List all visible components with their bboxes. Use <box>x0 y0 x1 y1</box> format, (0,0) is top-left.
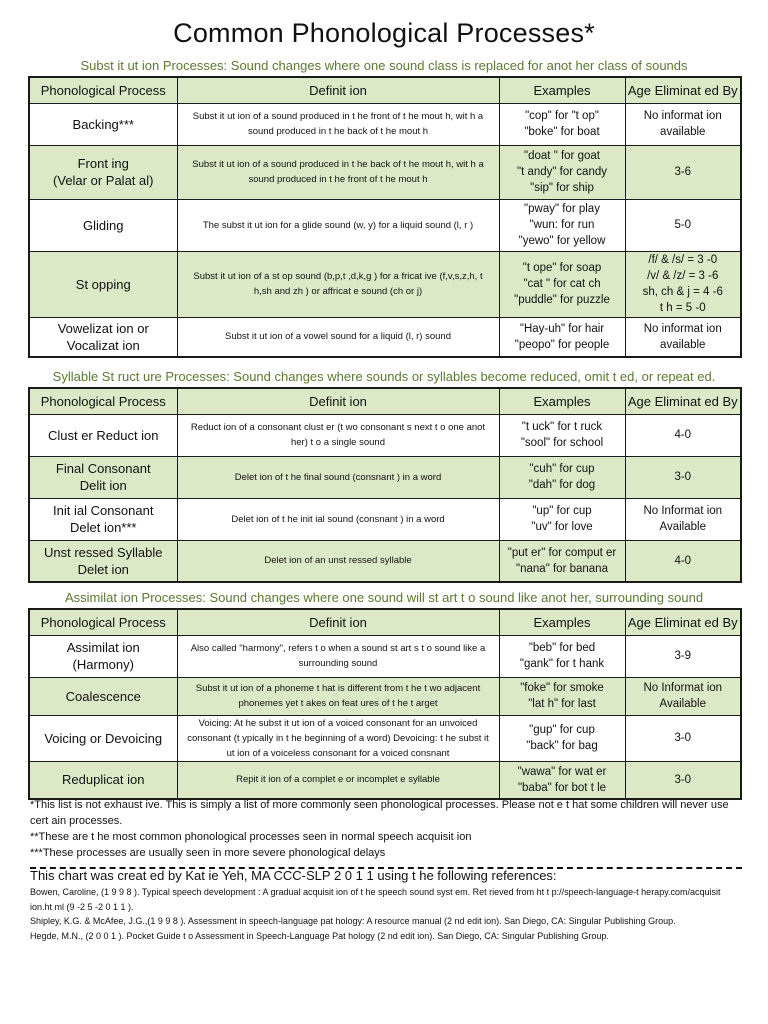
process-name: Delit ion <box>79 478 127 493</box>
examples-cell <box>499 145 625 199</box>
example-text: "up" for cup <box>532 505 592 517</box>
created-by: This chart was creat ed by Kat ie Yeh, MA CCC-SLP 2 0 1 1 using t he following references: <box>30 868 557 883</box>
definition-cell: Subst it ut ion of a sound produced in t he front of t he mout h, wit h a sound produced in t he back of t he mout h <box>177 103 499 145</box>
process-name-cell <box>29 677 177 715</box>
age-text: 4-0 <box>674 554 692 567</box>
example-text: "beb" for bed <box>528 642 596 654</box>
reference: Bowen, Caroline, (1 9 9 8 ). Typical speech development : A gradual acquisit ion of t he speech sound syst em. Ret rieved from ht t p://speech-language-t herapy.com/acquisit ion.ht ml (9 -2 5 -2 0 1 1 ). <box>30 887 721 912</box>
age-text: 3-0 <box>674 773 692 786</box>
process-name: St opping <box>75 276 131 292</box>
age-cell <box>625 145 741 199</box>
example-text: "wawa" for wat er <box>517 765 607 778</box>
definition-cell: Delet ion of t he final sound (consnant ) in a word <box>177 456 499 498</box>
example-text: "put er" for comput er <box>507 546 617 559</box>
table-row <box>29 199 741 251</box>
process-name: Unst ressed Syllable <box>44 544 163 560</box>
definition-cell: Delet ion of an unst ressed syllable <box>177 540 499 582</box>
definition-cell: The subst it ut ion for a glide sound (w, y) for a liquid sound (l, r ) <box>177 199 499 251</box>
age-text: No informat ion <box>643 110 722 122</box>
table-header-row <box>29 388 741 414</box>
example-text: "nana" for banana <box>516 562 608 575</box>
example-text: "sool" for school <box>520 437 604 449</box>
definition-cell: Subst it ut ion of a sound produced in t he back of t he mout h, wit h a sound produced in t he front of t he mout h <box>177 145 499 199</box>
example-text: "foke" for smoke <box>520 682 604 694</box>
table-row <box>29 677 741 715</box>
table-row <box>29 456 741 498</box>
age-cell <box>625 715 741 761</box>
example-text: "t ope" for soap <box>522 262 602 274</box>
table-row <box>29 761 741 799</box>
example-text: "doat " for goat <box>524 150 600 162</box>
age-text: 3-6 <box>674 166 692 178</box>
process-name: Vocalizat ion <box>66 337 140 353</box>
example-text: "uv" for love <box>531 521 593 533</box>
examples-cell <box>499 635 625 677</box>
process-name-cell <box>29 715 177 761</box>
age-cell <box>625 103 741 145</box>
header-definition: Definit ion <box>177 609 499 635</box>
age-cell <box>625 761 741 799</box>
age-cell <box>625 635 741 677</box>
example-text: "yewo" for yellow <box>518 235 606 247</box>
age-cell <box>625 317 741 357</box>
example-text: "gank" for t hank <box>519 658 605 670</box>
definition-cell: Repit it ion of a complet e or incomplet e syllable <box>177 761 499 799</box>
examples-cell <box>499 761 625 799</box>
table-row <box>29 635 741 677</box>
reference: Hegde, M.N., (2 0 0 1 ). Pocket Guide t o Assessment in Speech-Language Pat hology (2 nd edit ion). San Diego, CA: Singular Publishing Group. <box>30 930 609 941</box>
example-text: "sip" for ship <box>530 182 594 194</box>
header-examples: Examples <box>499 388 625 414</box>
age-text: /f/ & /s/ = 3 -0 <box>648 254 718 266</box>
process-name: Vowelizat ion or <box>57 320 149 336</box>
age-text: t h = 5 -0 <box>659 302 706 314</box>
footnote: **These are t he most common phonological processes seen in normal speech acquisit ion <box>30 831 472 843</box>
example-text: "t andy" for candy <box>517 166 607 178</box>
example-text: "peopo" for people <box>514 338 610 351</box>
footnote: *This list is not exhaust ive. This is simply a list of more commonly seen phonological processes. Please not e t hat some children will never use cert ain processes. <box>30 799 729 827</box>
process-name-cell <box>29 414 177 456</box>
process-name: Front ing <box>77 156 129 171</box>
example-text: "cat " for cat ch <box>523 278 601 290</box>
examples-cell <box>499 414 625 456</box>
process-name: (Harmony) <box>72 657 134 672</box>
reference: Shipley, K.G. & McAfee, J.G.,(1 9 9 8 ). Assessment in speech-language pat hology: A resource manual (2 nd edit ion). San Diego, CA: Singular Publishing Group. <box>30 916 676 926</box>
syllable-table <box>28 387 742 583</box>
example-text: "wun: for run <box>529 219 595 231</box>
table-header-row <box>29 77 741 103</box>
age-text: 3-0 <box>674 732 692 744</box>
process-name-cell <box>29 456 177 498</box>
age-cell <box>625 677 741 715</box>
examples-cell <box>499 199 625 251</box>
example-text: "cuh" for cup <box>529 463 595 475</box>
substitution-heading: Subst it ut ion Processes: Sound changes where one sound class is replaced for anot her class of sounds <box>80 58 688 73</box>
definition-cell: Subst it ut ion of a phoneme t hat is different from t he t wo adjacent phonemes yet t akes on feat ures of t he t arget <box>177 677 499 715</box>
process-name-cell <box>29 540 177 582</box>
references <box>30 885 742 943</box>
age-cell <box>625 498 741 540</box>
process-name-cell <box>29 145 177 199</box>
process-name: Coalescence <box>65 688 141 704</box>
process-name-cell <box>29 199 177 251</box>
footnote: ***These processes are usually seen in more severe phonological delays <box>30 847 386 859</box>
header-age: Age Eliminat ed By <box>625 609 741 635</box>
table-row <box>29 145 741 199</box>
table-row <box>29 498 741 540</box>
header-examples: Examples <box>499 609 625 635</box>
age-cell <box>625 456 741 498</box>
table-header-row <box>29 609 741 635</box>
definition-cell: Reduct ion of a consonant clust er (t wo consonant s next t o one anot her) t o a single sound <box>177 414 499 456</box>
examples-cell <box>499 456 625 498</box>
example-text: "t uck" for t ruck <box>521 421 603 433</box>
process-name-cell <box>29 103 177 145</box>
age-text: /v/ & /z/ = 3 -6 <box>647 270 719 282</box>
age-text: sh, ch & j = 4 -6 <box>642 286 723 298</box>
process-name: (Velar or Palat al) <box>53 173 154 188</box>
table-row <box>29 251 741 317</box>
definition-cell: Delet ion of t he init ial sound (consnant ) in a word <box>177 498 499 540</box>
age-cell <box>625 199 741 251</box>
age-text: 3-0 <box>674 471 692 483</box>
age-cell <box>625 251 741 317</box>
header-age: Age Eliminat ed By <box>625 77 741 103</box>
header-definition: Definit ion <box>177 77 499 103</box>
process-name: Init ial Consonant <box>53 503 154 518</box>
examples-cell <box>499 251 625 317</box>
process-name-cell <box>29 251 177 317</box>
header-process: Phonological Process <box>29 388 177 414</box>
examples-cell <box>499 540 625 582</box>
syllable-heading: Syllable St ruct ure Processes: Sound changes where sounds or syllables become reduced, omit t ed, or repeat ed. <box>52 369 716 384</box>
examples-cell <box>499 715 625 761</box>
process-name: Clust er Reduct ion <box>47 427 159 443</box>
process-name: Backing*** <box>72 116 134 132</box>
age-text: 5-0 <box>674 219 692 231</box>
table-row <box>29 715 741 761</box>
substitution-table <box>28 76 742 358</box>
age-text: 4-0 <box>674 429 692 441</box>
age-text: Available <box>659 521 706 533</box>
example-text: "boke" for boat <box>524 126 600 138</box>
age-text: available <box>660 126 706 138</box>
definition-cell: Subst it ut ion of a vowel sound for a liquid (l, r) sound <box>177 317 499 357</box>
table-row <box>29 103 741 145</box>
example-text: "lat h" for last <box>528 698 596 710</box>
header-process: Phonological Process <box>29 609 177 635</box>
age-cell <box>625 540 741 582</box>
definition-cell: Also called "harmony", refers t o when a sound st art s t o sound like a surrounding sound <box>177 635 499 677</box>
process-name: Delet ion <box>77 561 129 577</box>
example-text: "pway" for play <box>524 203 600 215</box>
age-text: available <box>660 338 706 351</box>
process-name: Gliding <box>83 217 124 233</box>
example-text: "Hay-uh" for hair <box>519 322 605 335</box>
age-text: No Informat ion <box>643 505 723 517</box>
definition-cell: Voicing: At he subst it ut ion of a voiced consonant for an unvoiced consonant (t ypically in t he beginning of a word) Devoicing: t he subst it ut ion of a voiceless consonant for a voiced consnant <box>177 715 499 761</box>
example-text: "baba" for bot t le <box>517 781 607 794</box>
examples-cell <box>499 677 625 715</box>
age-text: No informat ion <box>643 322 722 335</box>
process-name: Delet ion*** <box>70 520 137 535</box>
process-name: Assimilat ion <box>66 640 140 655</box>
process-name-cell <box>29 761 177 799</box>
table-row <box>29 540 741 582</box>
header-age: Age Eliminat ed By <box>625 388 741 414</box>
header-process: Phonological Process <box>29 77 177 103</box>
example-text: "gup" for cup <box>529 724 595 736</box>
table-row <box>29 317 741 357</box>
process-name-cell <box>29 498 177 540</box>
table-row <box>29 414 741 456</box>
examples-cell <box>499 498 625 540</box>
example-text: "dah" for dog <box>528 479 596 491</box>
process-name: Reduplicat ion <box>62 772 145 788</box>
example-text: "cop" for "t op" <box>525 110 599 122</box>
process-name-cell <box>29 317 177 357</box>
age-text: No Informat ion <box>643 682 723 694</box>
age-text: Available <box>659 698 706 710</box>
header-examples: Examples <box>499 77 625 103</box>
header-definition: Definit ion <box>177 388 499 414</box>
example-text: "puddle" for puzzle <box>514 294 610 306</box>
examples-cell <box>499 103 625 145</box>
assimilation-heading: Assimilat ion Processes: Sound changes where one sound will st art t o sound like anot her, surrounding sound <box>64 590 704 605</box>
process-name-cell <box>29 635 177 677</box>
process-name: Final Consonant <box>55 461 151 476</box>
age-text: 3-9 <box>674 650 692 662</box>
assimilation-table <box>28 608 742 800</box>
definition-cell: Subst it ut ion of a st op sound (b,p,t ,d,k,g ) for a fricat ive (f,v,s,z,h, t h,sh and zh ) or affricat e sound (ch or j) <box>177 251 499 317</box>
footnotes <box>30 797 742 861</box>
process-name: Voicing or Devoicing <box>44 730 163 746</box>
page-title: Common Phonological Processes* <box>173 18 595 48</box>
example-text: "back" for bag <box>526 740 598 752</box>
age-cell <box>625 414 741 456</box>
examples-cell <box>499 317 625 357</box>
